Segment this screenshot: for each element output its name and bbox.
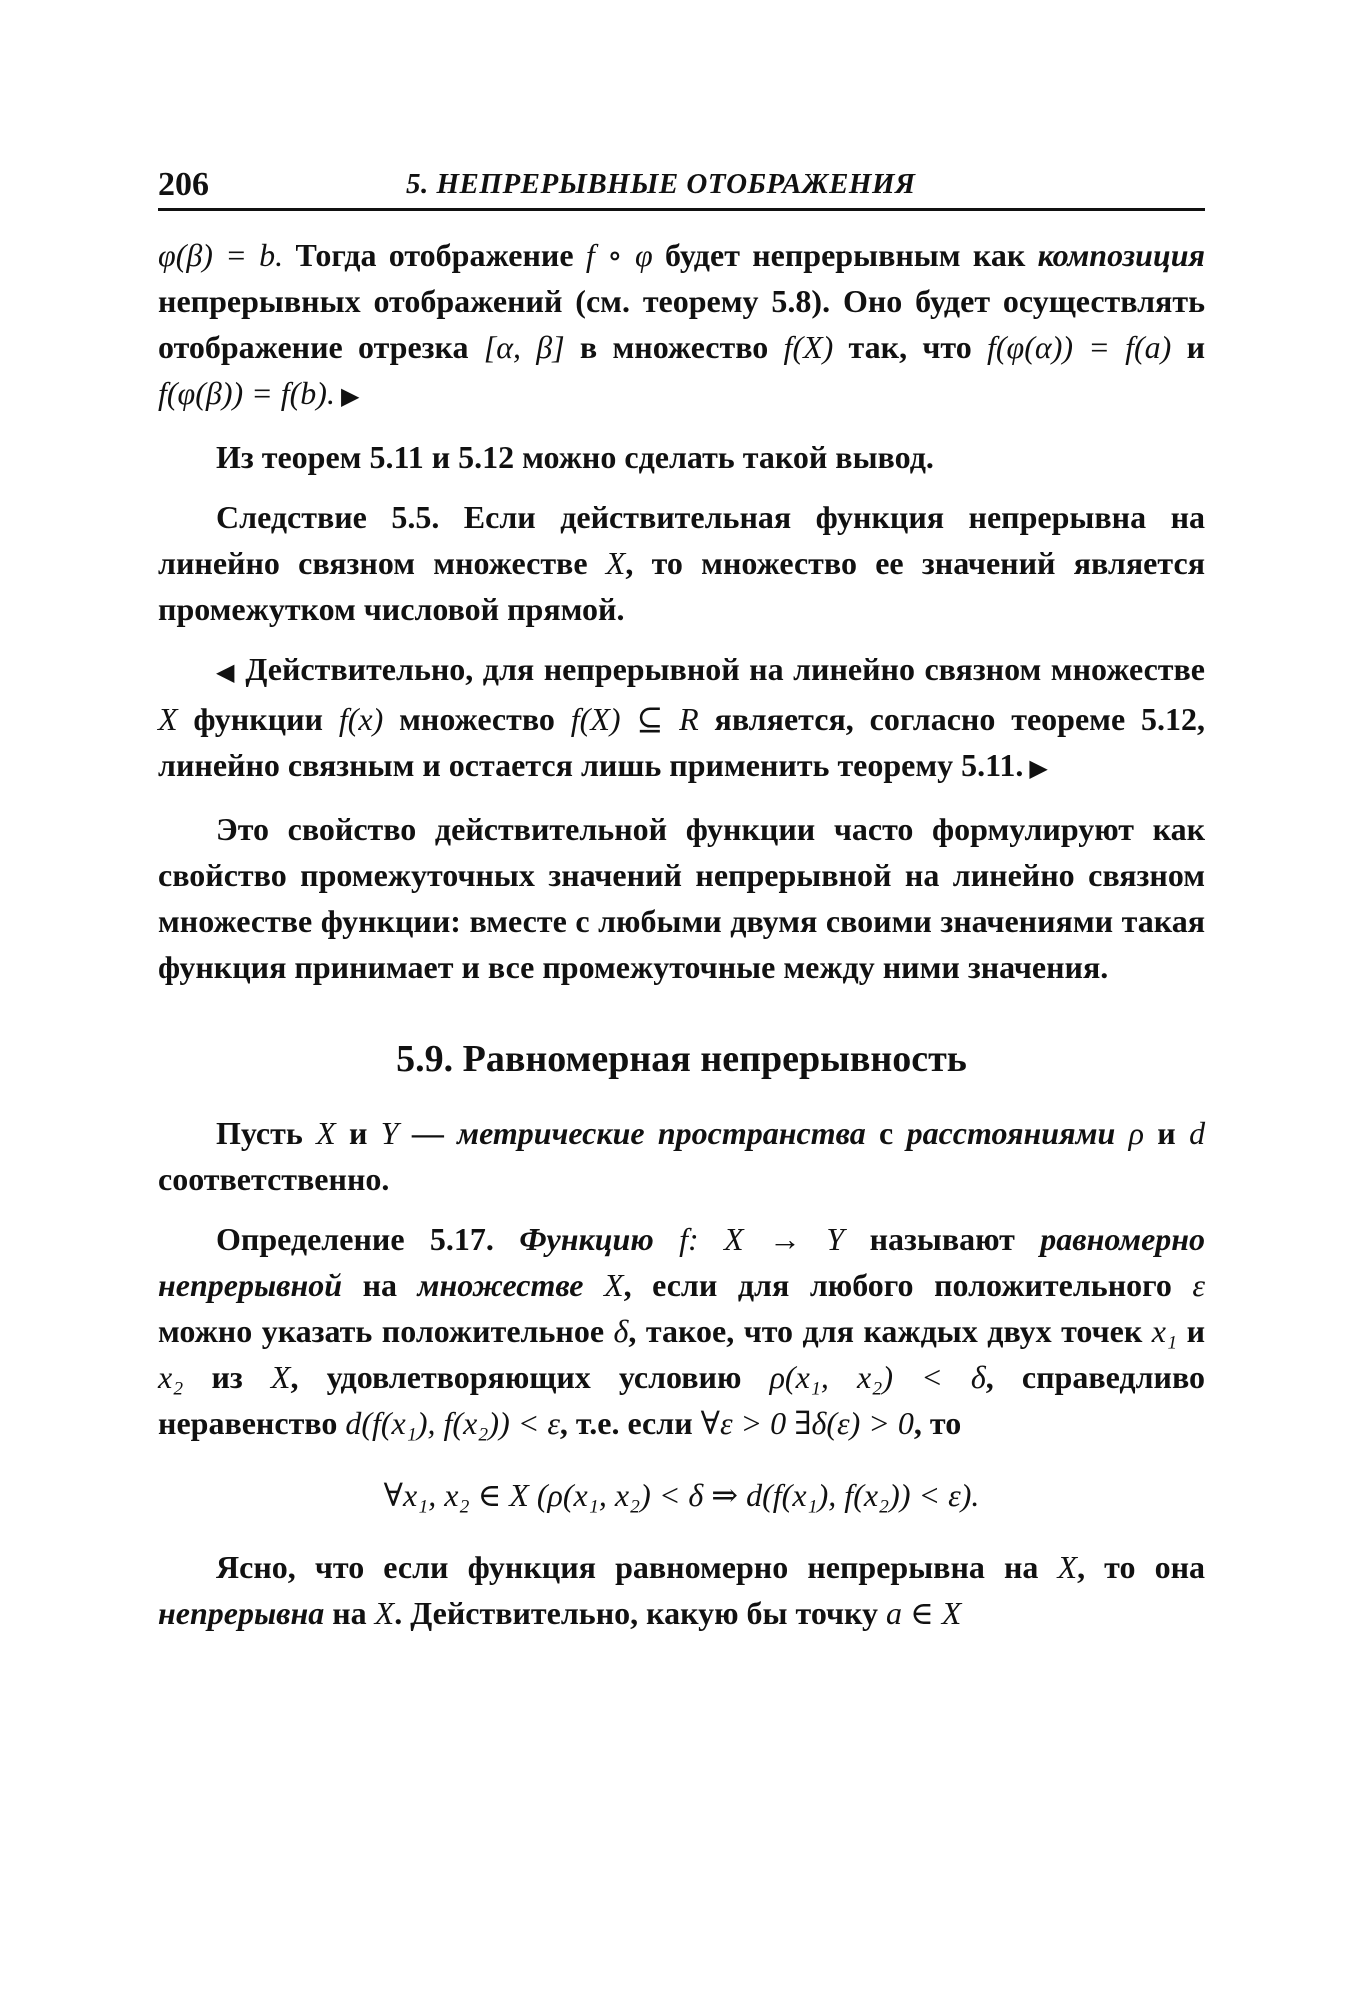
math-a-in-X: a ∈ X — [886, 1595, 962, 1631]
math-X: X — [158, 701, 178, 737]
text: соответственно. — [158, 1161, 390, 1197]
text: . Действительно, какую бы точку — [394, 1595, 887, 1631]
page-header — [158, 162, 1205, 211]
page-number: 206 — [158, 166, 209, 203]
text: будет непрерывным как — [652, 237, 1038, 273]
text: , т.е. если — [559, 1405, 701, 1441]
text: множество — [383, 701, 571, 737]
text: Действительно, для непрерывной на линейно связном множестве — [235, 651, 1205, 687]
text: , удовлетворяющих условию — [290, 1359, 770, 1395]
text: , то она — [1077, 1549, 1206, 1585]
text: — — [398, 1115, 458, 1151]
corollary-label: Следствие 5.5. — [216, 499, 440, 535]
term-uniformly-continuous: равномерно непрерывной — [158, 1221, 1206, 1303]
math-Y: Y — [380, 1115, 399, 1151]
paragraph-intermediate-values: Это свойство действительной функции часто формулируют как свойство промежуточных значений непрерывной на линейно связном множестве функции: вместе с любыми двумя своими значениями такая функция принимает и все промежуточные между ними значения. — [158, 811, 1205, 985]
math-X: X — [604, 1267, 624, 1303]
math-f-phi-beta: f(φ(β)) = f(b). — [158, 375, 335, 411]
math-fX: f(X) — [783, 329, 834, 365]
display-formula: ∀x₁, x₂ ∈ X (ρ(x₁, x₂) < δ ⇒ d(f(x₁), f(x₂)) < ε). — [383, 1477, 980, 1513]
proof-start-marker: ◀ — [216, 660, 236, 686]
definition — [158, 1216, 1205, 1446]
text: , то множество ее значений является промежутком числовой прямой. — [158, 545, 1205, 627]
math-interval: [α, β] — [483, 329, 565, 365]
math-x1: x₁ — [1151, 1313, 1178, 1349]
math-rho: ρ — [1128, 1115, 1144, 1151]
text: является, согласно теореме 5.12, линейно связным и остается лишь применить теорему 5.11. — [158, 701, 1206, 783]
text: непрерывных отображений (см. теорему 5.8). Оно будет осуществлять отображение отрезка — [158, 283, 1205, 365]
text: и — [1177, 1313, 1206, 1349]
text: Тогда отображение — [283, 237, 586, 273]
corollary — [158, 494, 1205, 632]
running-title: 5. НЕПРЕРЫВНЫЕ ОТОБРАЖЕНИЯ — [406, 168, 916, 200]
paragraph-conclusion: Из теорем 5.11 и 5.12 можно сделать такой вывод. — [216, 439, 934, 475]
term-function: Функцию — [519, 1221, 654, 1257]
math-X: X — [270, 1359, 291, 1395]
text: и — [335, 1115, 381, 1151]
text: называют — [844, 1221, 1041, 1257]
text: так, что — [833, 329, 987, 365]
paragraph-continuation — [158, 232, 1205, 420]
text: в множество — [564, 329, 784, 365]
math-X: X — [316, 1115, 336, 1151]
definition-label: Определение 5.17. — [216, 1221, 494, 1257]
math-inequality: d(f(x₁), f(x₂)) < ε — [345, 1405, 560, 1441]
term-composition: композиция — [1037, 237, 1206, 273]
term-metric-spaces: метрические пространства — [457, 1115, 866, 1151]
math-x2: x₂ — [158, 1359, 184, 1395]
section-heading: 5.9. Равномерная непрерывность — [396, 1038, 967, 1080]
math-d: d — [1189, 1115, 1206, 1151]
math-f-X-to-Y: f: X → Y — [679, 1221, 845, 1257]
math-X: X — [374, 1595, 395, 1631]
text: можно указать положительное — [158, 1313, 614, 1349]
text — [654, 1221, 679, 1257]
text — [583, 1267, 604, 1303]
text: , если для любого положительного — [623, 1267, 1193, 1303]
page-body — [158, 232, 1205, 1636]
text: на — [342, 1267, 418, 1303]
text: , такое, что для каждых двух точек — [628, 1313, 1152, 1349]
math-condition: ρ(x₁, x₂) < δ — [769, 1359, 986, 1395]
text: , то — [913, 1405, 962, 1441]
math-phi-beta: φ(β) = b. — [158, 237, 284, 273]
math-fx: f(x) — [338, 701, 384, 737]
text: и — [1143, 1115, 1190, 1151]
term-continuous: непрерывна — [158, 1595, 325, 1631]
paragraph-metric-spaces — [158, 1110, 1205, 1202]
math-delta: δ — [613, 1313, 629, 1349]
proof — [158, 646, 1205, 792]
text: Пусть — [216, 1115, 317, 1151]
text: с — [865, 1115, 907, 1151]
math-fX-subset-R: f(X) ⊆ R — [570, 701, 699, 737]
text: Ясно, что если функция равномерно непрерывна на — [216, 1549, 1058, 1585]
text: Если действительная функция непрерывна на линейно связном множестве — [158, 499, 1206, 581]
math-X: X — [1057, 1549, 1078, 1585]
text: , справедливо неравенство — [158, 1359, 1206, 1441]
text — [494, 1221, 519, 1257]
math-epsilon: ε — [1192, 1267, 1206, 1303]
proof-end-marker: ▶ — [1023, 756, 1048, 782]
text: функции — [177, 701, 339, 737]
math-X: X — [605, 545, 626, 581]
math-f-phi-alpha: f(φ(α)) = f(a) — [986, 329, 1172, 365]
math-quantifiers: ∀ε > 0 ∃δ(ε) > 0 — [700, 1405, 914, 1441]
paragraph-consequence — [158, 1544, 1205, 1636]
math-composition: f ∘ φ — [585, 237, 653, 273]
proof-end-marker: ▶ — [334, 384, 360, 410]
text: на — [324, 1595, 375, 1631]
text — [1115, 1115, 1128, 1151]
term-distances: расстояниями — [906, 1115, 1116, 1151]
text: и — [1171, 329, 1206, 365]
text: из — [183, 1359, 271, 1395]
term-set: множестве — [417, 1267, 584, 1303]
